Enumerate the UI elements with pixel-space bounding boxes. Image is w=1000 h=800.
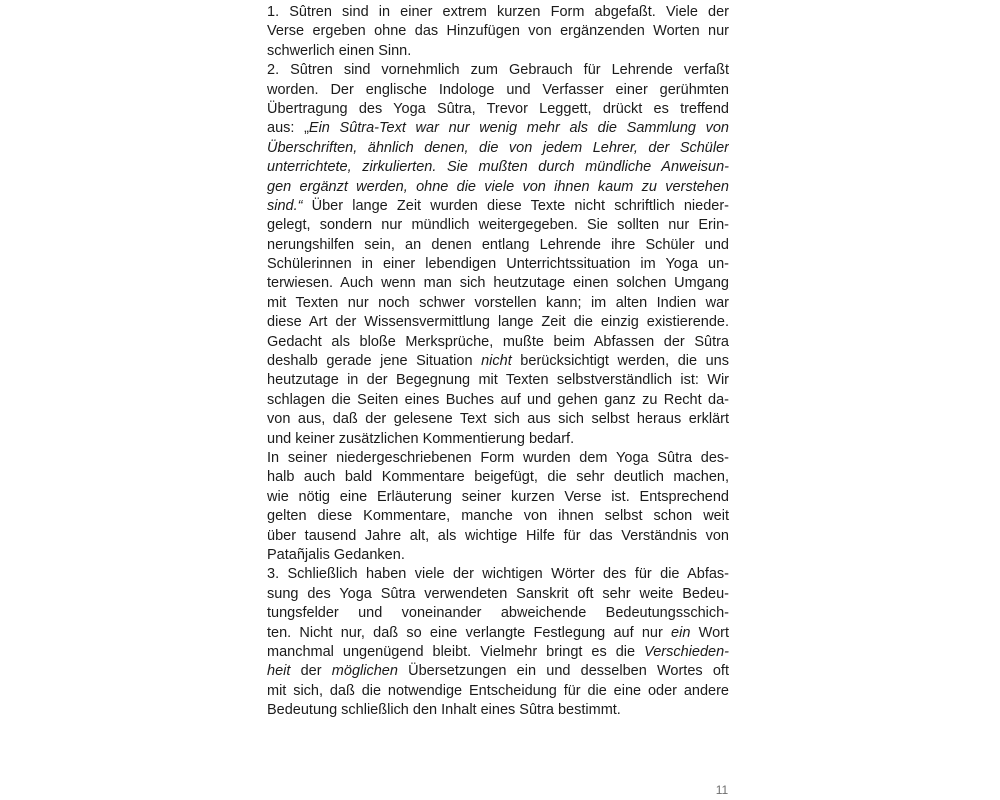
- text-run: terwiesen. Auch wenn man sich heutzutage einen solchen Umgang: [267, 275, 729, 292]
- text-run: 3. Schließlich haben viele der wichtigen Wörter des für die Abfas-: [267, 566, 729, 583]
- text-line: [267, 701, 729, 720]
- text-line: [267, 22, 729, 41]
- text-line: [267, 468, 729, 487]
- text-run: worden. Der englische Indologe und Verfasser einer gerühmten: [267, 81, 729, 98]
- text-line: [267, 410, 729, 429]
- text-line: [267, 662, 729, 681]
- text-run: Schülerinnen in einer lebendigen Unterrichtssituation im Yoga un-: [267, 256, 729, 273]
- text-line: [267, 3, 729, 22]
- italic-text-run: heit: [267, 663, 291, 680]
- text-run: heutzutage in der Begegnung mit Texten selbstverständlich ist: Wir: [267, 372, 729, 389]
- text-run: 1. Sûtren sind in einer extrem kurzen Form abgefaßt. Viele der: [267, 4, 729, 20]
- text-run: schwerlich einen Sinn.: [267, 42, 412, 59]
- text-line: [267, 81, 729, 100]
- italic-text-run: Ein Sûtra-Text war nur wenig mehr als die Sammlung von: [308, 120, 729, 137]
- text-line: [267, 42, 729, 61]
- text-line: [267, 274, 729, 293]
- text-line: [267, 371, 729, 390]
- text-line: [267, 352, 729, 371]
- text-line: [267, 294, 729, 313]
- text-run: tungsfelder und voneinander abweichende Bedeutungsschich-: [267, 605, 729, 622]
- text-line: [267, 255, 729, 274]
- text-line: [267, 216, 729, 235]
- text-line: [267, 624, 729, 643]
- text-line: [267, 236, 729, 255]
- text-run: mit sich, daß die notwendige Entscheidung für die eine oder andere: [267, 682, 729, 699]
- text-line: [267, 488, 729, 507]
- text-run: schlagen die Seiten eines Buches auf und gehen ganz zu Recht da-: [267, 391, 729, 408]
- italic-text-run: Verschieden-: [644, 643, 729, 660]
- text-run: Gedacht als bloße Merksprüche, mußte beim Abfassen der Sûtra: [267, 333, 729, 350]
- text-line: [267, 449, 729, 468]
- text-run: gelten diese Kommentare, manche von ihnen selbst schon weit: [267, 508, 729, 525]
- text-run: halb auch bald Kommentare beigefügt, die sehr deutlich machen,: [267, 469, 729, 486]
- page-number: 11: [715, 783, 729, 797]
- text-line: [267, 507, 729, 526]
- text-run: und keiner zusätzlichen Kommentierung bedarf.: [267, 430, 575, 447]
- text-run: 2. Sûtren sind vornehmlich zum Gebrauch für Lehrende verfaßt: [267, 62, 729, 79]
- text-line: [267, 643, 729, 662]
- text-line: [267, 313, 729, 332]
- text-line: [267, 604, 729, 623]
- text-line: [267, 391, 729, 410]
- text-run: berücksichtigt werden, die uns: [511, 353, 729, 370]
- text-line: [267, 197, 729, 216]
- italic-text-run: Überschriften, ähnlich denen, die von jedem Lehrer, der Schüler: [267, 139, 729, 156]
- text-line: [267, 61, 729, 80]
- text-run: Über lange Zeit wurden diese Texte nicht schriftlich nieder-: [302, 197, 729, 214]
- text-run: mit Texten nur noch schwer vorstellen kann; im alten Indien war: [267, 294, 729, 311]
- text-run: Übersetzungen ein und desselben Wortes oft: [397, 663, 729, 680]
- text-run: wie nötig eine Erläuterung seiner kurzen Verse ist. Entsprechend: [267, 488, 729, 505]
- text-run: Übertragung des Yoga Sûtra, Trevor Leggett, drückt es treffend: [267, 100, 729, 117]
- text-run: nerungshilfen sein, an denen entlang Lehrende ihre Schüler und: [267, 236, 729, 253]
- text-line: [267, 585, 729, 604]
- text-run: der: [290, 663, 332, 680]
- text-line: [267, 178, 729, 197]
- italic-text-run: gen ergänzt werden, ohne die viele von ihnen kaum zu verstehen: [267, 178, 729, 195]
- text-line: [267, 527, 729, 546]
- text-run: Wort: [690, 624, 729, 641]
- text-line: [267, 139, 729, 158]
- text-run: über tausend Jahre alt, als wichtige Hilfe für das Verständnis von: [267, 527, 729, 544]
- italic-text-run: möglichen: [331, 663, 398, 680]
- text-run: von aus, daß der gelesene Text sich aus sich selbst heraus erklärt: [267, 411, 729, 428]
- text-run: Verse ergeben ohne das Hinzufügen von ergänzenden Worten nur: [267, 23, 729, 40]
- text-line: [267, 430, 729, 449]
- text-line: [267, 333, 729, 352]
- text-line: [267, 546, 729, 565]
- text-run: aus: „: [267, 120, 309, 137]
- text-run: In seiner niedergeschriebenen Form wurden dem Yoga Sûtra des-: [267, 449, 729, 466]
- text-run: manchmal ungenügend bleibt. Vielmehr bringt es die: [267, 643, 645, 660]
- text-run: diese Art der Wissensvermittlung lange Zeit die einzig existierende.: [267, 314, 729, 331]
- italic-text-run: unterrichtete, zirkulierten. Sie mußten durch mündliche Anweisun-: [267, 159, 729, 176]
- body-text: [267, 3, 729, 720]
- text-run: deshalb gerade jene Situation: [267, 353, 482, 370]
- italic-text-run: nicht: [481, 353, 512, 370]
- text-line: [267, 119, 729, 138]
- text-run: ten. Nicht nur, daß so eine verlangte Festlegung auf nur: [267, 624, 672, 641]
- text-line: [267, 158, 729, 177]
- text-run: gelegt, sondern nur mündlich weitergegeben. Sie sollten nur Erin-: [267, 217, 729, 234]
- italic-text-run: ein: [671, 624, 691, 641]
- text-run: Bedeutung schließlich den Inhalt eines Sûtra bestimmt.: [267, 702, 621, 719]
- text-line: [267, 565, 729, 584]
- text-line: [267, 100, 729, 119]
- text-run: Patañjalis Gedanken.: [267, 546, 405, 563]
- text-run: sung des Yoga Sûtra verwendeten Sanskrit oft sehr weite Bedeu-: [267, 585, 729, 602]
- text-line: [267, 682, 729, 701]
- italic-text-run: sind.“: [267, 197, 303, 214]
